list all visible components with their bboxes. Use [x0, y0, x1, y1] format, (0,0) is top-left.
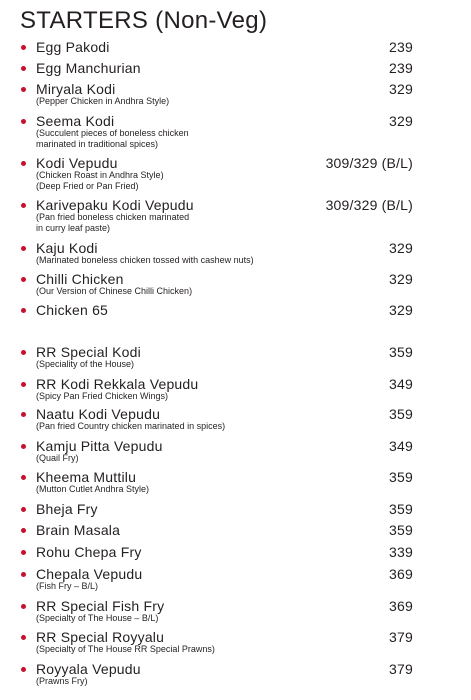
menu-item-price: 379: [389, 661, 413, 677]
menu-item-description: (Marinated boneless chicken tossed with cashew nuts): [36, 255, 254, 265]
menu-item-name: Kaju Kodi: [36, 240, 98, 256]
bullet-icon: [21, 119, 26, 124]
menu-item-name: Naatu Kodi Vepudu: [36, 406, 161, 422]
menu-item-description: (Chicken Roast in Andhra Style): [36, 170, 164, 180]
bullet-icon: [21, 161, 26, 166]
menu-item-name: Kamju Pitta Vepudu: [36, 438, 163, 454]
menu-item-name: Chepala Vepudu: [36, 566, 143, 582]
page-title: STARTERS (Non-Veg): [20, 7, 268, 34]
menu-item-name: Kodi Vepudu: [36, 155, 118, 171]
bullet-icon: [21, 66, 26, 71]
menu-item-price: 379: [389, 629, 413, 645]
bullet-icon: [21, 507, 26, 512]
menu-item-name: Seema Kodi: [36, 113, 115, 129]
menu-item-name: Royyala Vepudu: [36, 661, 141, 677]
bullet-icon: [21, 382, 26, 387]
menu-item-name: Egg Manchurian: [36, 60, 141, 76]
menu-item-name: Chicken 65: [36, 302, 109, 318]
menu-item-price: 359: [389, 469, 413, 485]
bullet-icon: [21, 412, 26, 417]
menu-item-name: Miryala Kodi: [36, 81, 116, 97]
menu-item-description: (Spicy Pan Fried Chicken Wings): [36, 391, 169, 401]
menu-item-description: (Pan fried Country chicken marinated in spices): [36, 421, 226, 431]
bullet-icon: [21, 87, 26, 92]
menu-item-description: (Specialty of The House – B/L): [36, 613, 159, 623]
bullet-icon: [21, 444, 26, 449]
menu-item-price: 329: [389, 113, 413, 129]
bullet-icon: [21, 277, 26, 282]
menu-item-name: Brain Masala: [36, 522, 121, 538]
menu-item-name: Kheema Muttilu: [36, 469, 137, 485]
menu-item-price: 359: [389, 522, 413, 538]
menu-item-price: 329: [389, 240, 413, 256]
bullet-icon: [21, 635, 26, 640]
menu-item-price: 359: [389, 501, 413, 517]
menu-item-price: 309/329 (B/L): [325, 155, 413, 171]
menu-item-price: 359: [389, 406, 413, 422]
menu-item-description: (Succulent pieces of boneless chicken: [36, 128, 189, 138]
menu-item-description: (Speciality of the House): [36, 359, 135, 369]
menu-item-price: 359: [389, 344, 413, 360]
menu-item-name: RR Special Royyalu: [36, 629, 165, 645]
menu-item-price: 329: [389, 302, 413, 318]
menu-item-description: marinated in traditional spices): [36, 139, 159, 149]
bullet-icon: [21, 308, 26, 313]
menu-item-name: Rohu Chepa Fry: [36, 544, 142, 560]
bullet-icon: [21, 203, 26, 208]
menu-item-description: (Our Version of Chinese Chilli Chicken): [36, 286, 193, 296]
menu-item-description: (Pan fried boneless chicken marinated: [36, 212, 190, 222]
bullet-icon: [21, 604, 26, 609]
menu-item-description: (Deep Fried or Pan Fried): [36, 181, 139, 191]
bullet-icon: [21, 246, 26, 251]
menu-item-price: 349: [389, 376, 413, 392]
bullet-icon: [21, 528, 26, 533]
bullet-icon: [21, 550, 26, 555]
menu-item-name: Egg Pakodi: [36, 39, 110, 55]
menu-item-price: 369: [389, 598, 413, 614]
bullet-icon: [21, 475, 26, 480]
bullet-icon: [21, 45, 26, 50]
menu-item-price: 329: [389, 271, 413, 287]
menu-item-name: Karivepaku Kodi Vepudu: [36, 197, 194, 213]
menu-item-name: RR Special Fish Fry: [36, 598, 165, 614]
menu-item-description: (Specialty of The House RR Special Prawns): [36, 644, 215, 654]
menu-item-name: RR Kodi Rekkala Vepudu: [36, 376, 199, 392]
menu-item-description: (Prawns Fry): [36, 676, 88, 686]
menu-item-price: 369: [389, 566, 413, 582]
bullet-icon: [21, 667, 26, 672]
menu-item-description: in curry leaf paste): [36, 223, 111, 233]
menu-item-description: (Pepper Chicken in Andhra Style): [36, 96, 170, 106]
menu-item-name: RR Special Kodi: [36, 344, 141, 360]
menu-item-description: (Mutton Cutlet Andhra Style): [36, 484, 150, 494]
menu-item-description: (Quail Fry): [36, 453, 79, 463]
menu-item-price: 239: [389, 60, 413, 76]
menu-item-price: 349: [389, 438, 413, 454]
bullet-icon: [21, 572, 26, 577]
menu-item-price: 339: [389, 544, 413, 560]
menu-item-name: Bheja Fry: [36, 501, 98, 517]
menu-item-description: (Fish Fry – B/L): [36, 581, 99, 591]
menu-item-price: 239: [389, 39, 413, 55]
menu-item-price: 329: [389, 81, 413, 97]
bullet-icon: [21, 350, 26, 355]
menu-item-price: 309/329 (B/L): [325, 197, 413, 213]
menu-item-name: Chilli Chicken: [36, 271, 124, 287]
